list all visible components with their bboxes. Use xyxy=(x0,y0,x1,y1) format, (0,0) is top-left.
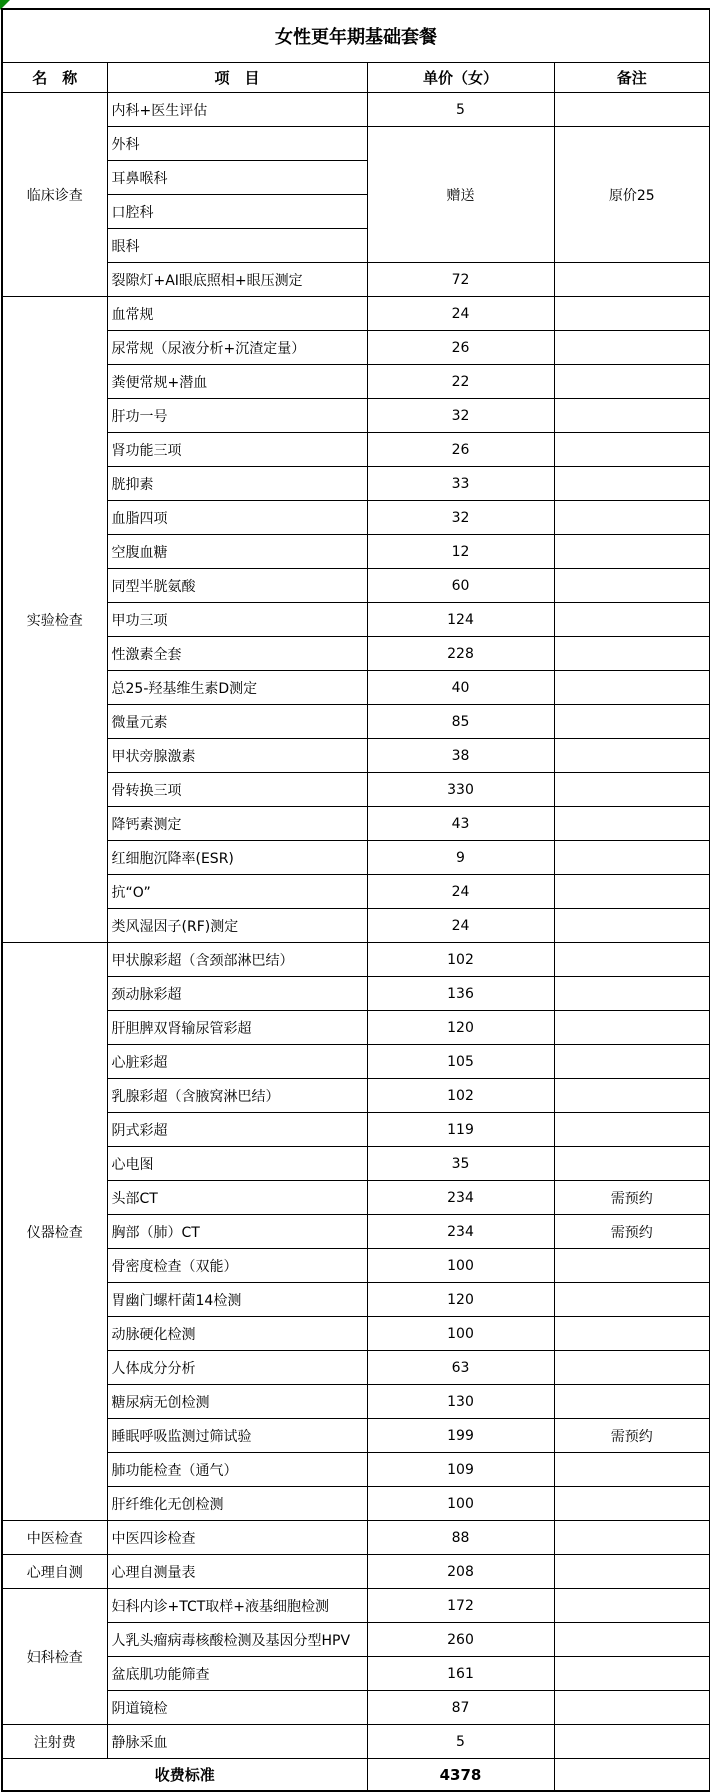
note-cell xyxy=(554,943,710,977)
price-cell: 199 xyxy=(367,1419,554,1453)
item-cell: 裂隙灯+AI眼底照相+眼压测定 xyxy=(107,263,367,297)
note-cell: 需预约 xyxy=(554,1419,710,1453)
column-header-item: 项 目 xyxy=(107,63,367,93)
price-cell: 105 xyxy=(367,1045,554,1079)
column-header-price: 单价（女） xyxy=(367,63,554,93)
table-row xyxy=(2,1453,710,1487)
item-cell: 骨转换三项 xyxy=(107,773,367,807)
item-cell: 微量元素 xyxy=(107,705,367,739)
price-cell: 330 xyxy=(367,773,554,807)
price-cell: 9 xyxy=(367,841,554,875)
note-cell xyxy=(554,467,710,501)
item-cell: 口腔科 xyxy=(107,195,367,229)
item-cell: 抗“O” xyxy=(107,875,367,909)
item-cell: 心电图 xyxy=(107,1147,367,1181)
price-cell: 124 xyxy=(367,603,554,637)
category-cell: 中医检查 xyxy=(2,1521,107,1555)
item-cell: 血脂四项 xyxy=(107,501,367,535)
price-cell: 130 xyxy=(367,1385,554,1419)
item-cell: 肝功一号 xyxy=(107,399,367,433)
note-cell xyxy=(554,535,710,569)
price-cell: 136 xyxy=(367,977,554,1011)
note-cell: 原价25 xyxy=(554,127,710,263)
item-cell: 同型半胱氨酸 xyxy=(107,569,367,603)
table-row xyxy=(2,739,710,773)
column-header-name: 名 称 xyxy=(2,63,107,93)
table-row xyxy=(2,943,710,977)
price-cell: 5 xyxy=(367,1725,554,1759)
note-cell xyxy=(554,603,710,637)
price-cell: 赠送 xyxy=(367,127,554,263)
note-cell xyxy=(554,1079,710,1113)
table-row xyxy=(2,1249,710,1283)
table-row xyxy=(2,501,710,535)
note-cell xyxy=(554,1691,710,1725)
note-cell xyxy=(554,807,710,841)
price-cell: 72 xyxy=(367,263,554,297)
table-row xyxy=(2,671,710,705)
category-cell: 仪器检查 xyxy=(2,943,107,1521)
note-cell xyxy=(554,1283,710,1317)
note-cell xyxy=(554,1589,710,1623)
note-cell xyxy=(554,739,710,773)
total-row xyxy=(2,1759,710,1792)
note-cell xyxy=(554,875,710,909)
price-cell: 60 xyxy=(367,569,554,603)
item-cell: 甲功三项 xyxy=(107,603,367,637)
table-row xyxy=(2,1147,710,1181)
price-cell: 22 xyxy=(367,365,554,399)
note-cell xyxy=(554,773,710,807)
table-row xyxy=(2,875,710,909)
note-cell: 需预约 xyxy=(554,1181,710,1215)
note-cell xyxy=(554,1351,710,1385)
note-cell xyxy=(554,1725,710,1759)
price-cell: 12 xyxy=(367,535,554,569)
note-cell xyxy=(554,1249,710,1283)
price-cell: 228 xyxy=(367,637,554,671)
table-row xyxy=(2,1113,710,1147)
note-cell xyxy=(554,841,710,875)
table-row xyxy=(2,1589,710,1623)
table-row xyxy=(2,909,710,943)
price-cell: 24 xyxy=(367,875,554,909)
table-header-row xyxy=(2,63,710,93)
table-row xyxy=(2,1623,710,1657)
note-cell xyxy=(554,1453,710,1487)
item-cell: 阴道镜检 xyxy=(107,1691,367,1725)
note-cell xyxy=(554,1521,710,1555)
note-cell xyxy=(554,365,710,399)
item-cell: 血常规 xyxy=(107,297,367,331)
table-row xyxy=(2,1283,710,1317)
table-row xyxy=(2,1215,710,1249)
table-row xyxy=(2,773,710,807)
item-cell: 妇科内诊+TCT取样+液基细胞检测 xyxy=(107,1589,367,1623)
item-cell: 糖尿病无创检测 xyxy=(107,1385,367,1419)
price-cell: 33 xyxy=(367,467,554,501)
item-cell: 人乳头瘤病毒核酸检测及基因分型HPV xyxy=(107,1623,367,1657)
total-note xyxy=(554,1759,710,1792)
item-cell: 人体成分分析 xyxy=(107,1351,367,1385)
price-cell: 85 xyxy=(367,705,554,739)
item-cell: 性激素全套 xyxy=(107,637,367,671)
table-row xyxy=(2,1317,710,1351)
category-cell: 实验检查 xyxy=(2,297,107,943)
note-cell xyxy=(554,1555,710,1589)
item-cell: 静脉采血 xyxy=(107,1725,367,1759)
note-cell xyxy=(554,1045,710,1079)
item-cell: 睡眠呼吸监测过筛试验 xyxy=(107,1419,367,1453)
table-row xyxy=(2,637,710,671)
item-cell: 粪便常规+潜血 xyxy=(107,365,367,399)
item-cell: 内科+医生评估 xyxy=(107,93,367,127)
item-cell: 肝胆脾双肾输尿管彩超 xyxy=(107,1011,367,1045)
price-cell: 234 xyxy=(367,1181,554,1215)
table-row xyxy=(2,535,710,569)
price-cell: 109 xyxy=(367,1453,554,1487)
note-cell xyxy=(554,1317,710,1351)
note-cell xyxy=(554,671,710,705)
table-row xyxy=(2,1011,710,1045)
item-cell: 乳腺彩超（含腋窝淋巴结） xyxy=(107,1079,367,1113)
table-row xyxy=(2,1419,710,1453)
category-cell: 临床诊查 xyxy=(2,93,107,297)
price-cell: 120 xyxy=(367,1011,554,1045)
table-row xyxy=(2,1555,710,1589)
note-cell xyxy=(554,569,710,603)
price-cell: 32 xyxy=(367,399,554,433)
item-cell: 类风湿因子(RF)测定 xyxy=(107,909,367,943)
price-cell: 234 xyxy=(367,1215,554,1249)
price-cell: 102 xyxy=(367,1079,554,1113)
item-cell: 胸部（肺）CT xyxy=(107,1215,367,1249)
item-cell: 红细胞沉降率(ESR) xyxy=(107,841,367,875)
price-cell: 26 xyxy=(367,331,554,365)
table-row xyxy=(2,1691,710,1725)
item-cell: 耳鼻喉科 xyxy=(107,161,367,195)
note-cell xyxy=(554,1385,710,1419)
price-cell: 24 xyxy=(367,909,554,943)
item-cell: 总25-羟基维生素D测定 xyxy=(107,671,367,705)
table-row xyxy=(2,127,710,161)
table-row xyxy=(2,603,710,637)
price-cell: 100 xyxy=(367,1317,554,1351)
table-row xyxy=(2,467,710,501)
item-cell: 肝纤维化无创检测 xyxy=(107,1487,367,1521)
table-row xyxy=(2,705,710,739)
table-row xyxy=(2,977,710,1011)
table-row xyxy=(2,331,710,365)
price-cell: 35 xyxy=(367,1147,554,1181)
note-cell xyxy=(554,705,710,739)
note-cell xyxy=(554,1147,710,1181)
note-cell xyxy=(554,263,710,297)
table-row xyxy=(2,1181,710,1215)
item-cell: 尿常规（尿液分析+沉渣定量） xyxy=(107,331,367,365)
price-cell: 172 xyxy=(367,1589,554,1623)
price-cell: 38 xyxy=(367,739,554,773)
price-cell: 102 xyxy=(367,943,554,977)
item-cell: 胱抑素 xyxy=(107,467,367,501)
item-cell: 中医四诊检查 xyxy=(107,1521,367,1555)
item-cell: 心脏彩超 xyxy=(107,1045,367,1079)
item-cell: 阴式彩超 xyxy=(107,1113,367,1147)
price-cell: 100 xyxy=(367,1249,554,1283)
table-row xyxy=(2,399,710,433)
note-cell xyxy=(554,297,710,331)
note-cell xyxy=(554,1657,710,1691)
table-row xyxy=(2,263,710,297)
price-cell: 40 xyxy=(367,671,554,705)
table-row xyxy=(2,569,710,603)
item-cell: 甲状腺彩超（含颈部淋巴结） xyxy=(107,943,367,977)
price-cell: 63 xyxy=(367,1351,554,1385)
table-row xyxy=(2,1657,710,1691)
table-row xyxy=(2,297,710,331)
column-header-note: 备注 xyxy=(554,63,710,93)
price-cell: 208 xyxy=(367,1555,554,1589)
note-cell xyxy=(554,1113,710,1147)
price-cell: 5 xyxy=(367,93,554,127)
table-row xyxy=(2,1487,710,1521)
table-row xyxy=(2,1351,710,1385)
item-cell: 甲状旁腺激素 xyxy=(107,739,367,773)
note-cell: 需预约 xyxy=(554,1215,710,1249)
note-cell xyxy=(554,1011,710,1045)
item-cell: 动脉硬化检测 xyxy=(107,1317,367,1351)
price-cell: 43 xyxy=(367,807,554,841)
price-cell: 88 xyxy=(367,1521,554,1555)
price-cell: 26 xyxy=(367,433,554,467)
price-cell: 100 xyxy=(367,1487,554,1521)
item-cell: 心理自测量表 xyxy=(107,1555,367,1589)
item-cell: 外科 xyxy=(107,127,367,161)
price-cell: 32 xyxy=(367,501,554,535)
price-cell: 87 xyxy=(367,1691,554,1725)
price-cell: 24 xyxy=(367,297,554,331)
category-cell: 妇科检查 xyxy=(2,1589,107,1725)
item-cell: 空腹血糖 xyxy=(107,535,367,569)
item-cell: 颈动脉彩超 xyxy=(107,977,367,1011)
note-cell xyxy=(554,977,710,1011)
item-cell: 肺功能检查（通气） xyxy=(107,1453,367,1487)
table-row xyxy=(2,1725,710,1759)
note-cell xyxy=(554,331,710,365)
category-cell: 心理自测 xyxy=(2,1555,107,1589)
table-row xyxy=(2,1521,710,1555)
note-cell xyxy=(554,433,710,467)
total-label: 收费标准 xyxy=(2,1759,367,1792)
note-cell xyxy=(554,637,710,671)
item-cell: 盆底肌功能筛查 xyxy=(107,1657,367,1691)
price-cell: 161 xyxy=(367,1657,554,1691)
package-price-table xyxy=(1,8,710,1792)
table-row xyxy=(2,1385,710,1419)
item-cell: 眼科 xyxy=(107,229,367,263)
note-cell xyxy=(554,1623,710,1657)
item-cell: 胃幽门螺杆菌14检测 xyxy=(107,1283,367,1317)
note-cell xyxy=(554,93,710,127)
price-cell: 120 xyxy=(367,1283,554,1317)
category-cell: 注射费 xyxy=(2,1725,107,1759)
table-row xyxy=(2,93,710,127)
page-title: 女性更年期基础套餐 xyxy=(2,9,710,63)
item-cell: 肾功能三项 xyxy=(107,433,367,467)
note-cell xyxy=(554,909,710,943)
table-row xyxy=(2,365,710,399)
note-cell xyxy=(554,1487,710,1521)
item-cell: 头部CT xyxy=(107,1181,367,1215)
table-title-row xyxy=(2,9,710,63)
table-row xyxy=(2,1079,710,1113)
table-row xyxy=(2,1045,710,1079)
price-cell: 119 xyxy=(367,1113,554,1147)
note-cell xyxy=(554,399,710,433)
note-cell xyxy=(554,501,710,535)
price-cell: 260 xyxy=(367,1623,554,1657)
table-row xyxy=(2,433,710,467)
item-cell: 降钙素测定 xyxy=(107,807,367,841)
item-cell: 骨密度检查（双能） xyxy=(107,1249,367,1283)
table-row xyxy=(2,807,710,841)
table-row xyxy=(2,841,710,875)
total-value: 4378 xyxy=(367,1759,554,1792)
